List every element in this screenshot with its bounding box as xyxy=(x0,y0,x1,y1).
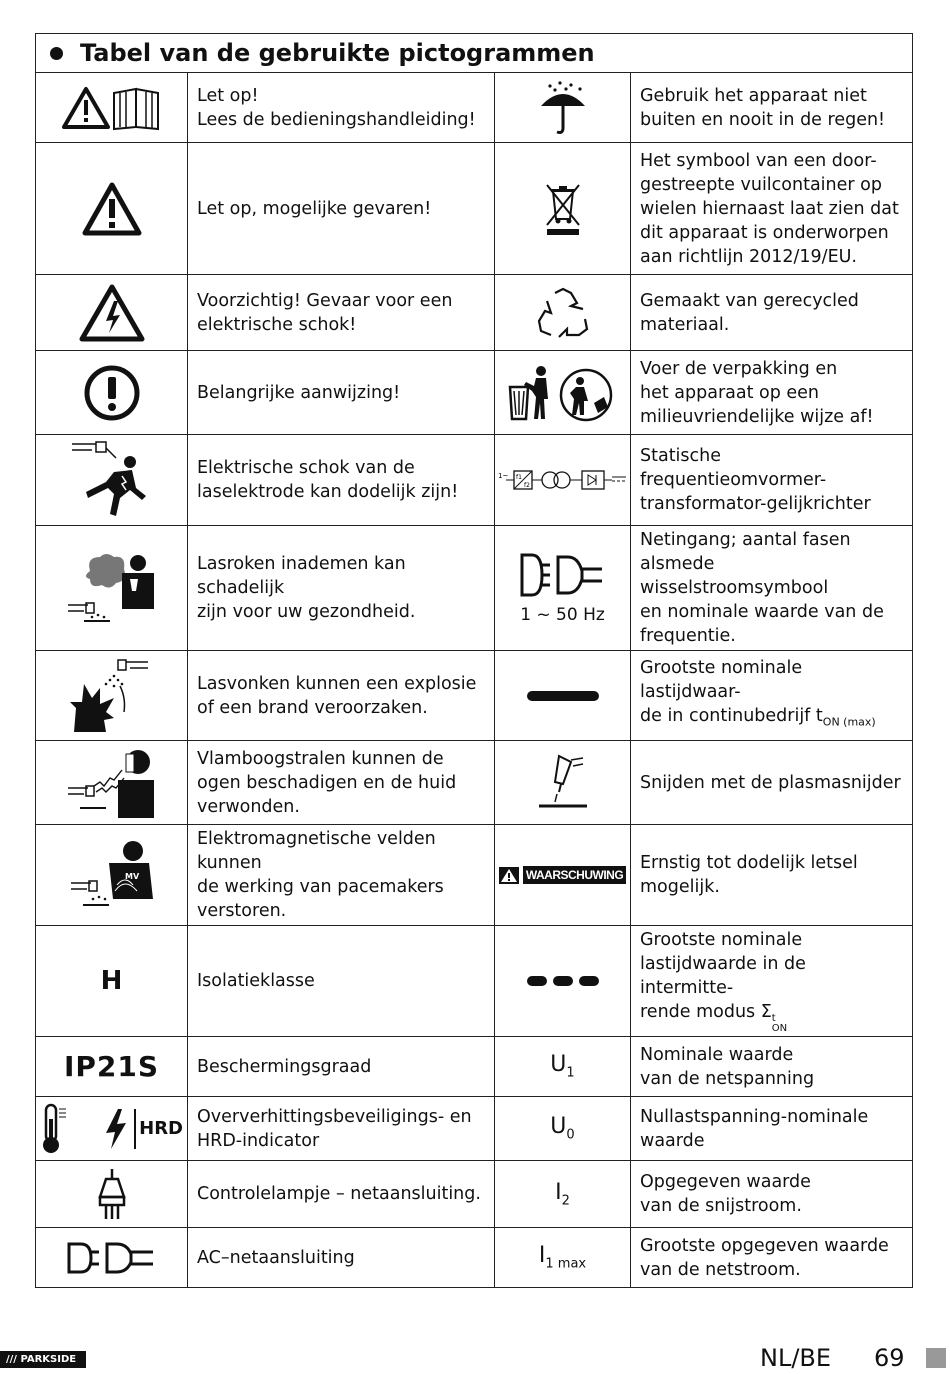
disposal-recycle-icon xyxy=(495,351,631,435)
table-row xyxy=(36,741,913,825)
u0-symbol: $U_0$ xyxy=(495,1097,631,1161)
row-6-left-text: Lasvonken kunnen een explosie of een brand veroorzaken. xyxy=(188,651,495,741)
row-4-right-text: Statische frequentieomvormer- transformator-gelijkrichter xyxy=(631,435,913,526)
warning-triangle-icon xyxy=(36,143,188,275)
row-9-subscript: ON xyxy=(771,1023,788,1034)
page-marker xyxy=(926,1348,946,1368)
brand-logo: /// PARKSIDE xyxy=(0,1351,86,1368)
table-row xyxy=(36,351,913,435)
welding-sparks-explosion-icon xyxy=(36,651,188,741)
row-7-left-text: Vlamboogstralen kunnen de ogen beschadigen en de huid verwonden. xyxy=(188,741,495,825)
row-2-left-text: Voorzichtig! Gevaar voor een elektrische schok! xyxy=(188,275,495,351)
ac-plug-icon xyxy=(36,1228,188,1288)
row-9-superscript: t xyxy=(771,1013,776,1024)
table-row xyxy=(36,825,913,926)
welding-fumes-icon xyxy=(36,526,188,651)
warning-label: WAARSCHUWING xyxy=(523,866,626,884)
table-title: Tabel van de gebruikte pictogrammen xyxy=(80,39,595,67)
row-13-right-text: Grootste opgegeven waarde van de netstroom. xyxy=(631,1228,913,1288)
row-11-right-text: Nullastspanning-nominale waarde xyxy=(631,1097,913,1161)
frequency-converter-icon xyxy=(495,435,631,526)
row-3-left-text: Belangrijke aanwijzing! xyxy=(188,351,495,435)
row-12-left-text: Controlelampje – netaansluiting. xyxy=(188,1161,495,1228)
language-code: NL/BE xyxy=(760,1344,832,1372)
row-0-right-text: Gebruik het apparaat niet buiten en nooit in de regen! xyxy=(631,73,913,143)
table-row xyxy=(36,275,913,351)
bullet-icon xyxy=(50,47,63,60)
svg-text:1~: 1~ xyxy=(497,472,508,480)
plasma-cutter-icon xyxy=(495,741,631,825)
electrode-shock-icon xyxy=(36,435,188,526)
dashed-line-icon xyxy=(495,926,631,1037)
row-5-right-text: Netingang; aantal fasen alsmede wisselstroomsymbool en nominale waarde van de frequentie. xyxy=(631,526,913,651)
insulation-class-symbol: H xyxy=(36,926,188,1037)
lightning-icon xyxy=(102,1107,130,1151)
electromagnetic-field-icon xyxy=(36,825,188,926)
crossed-bin-icon xyxy=(495,143,631,275)
mains-plug-icon xyxy=(495,526,631,651)
row-9-left-text: Isolatieklasse xyxy=(188,926,495,1037)
row-4-left-text: Elektrische schok van de laselektrode kan dodelijk zijn! xyxy=(188,435,495,526)
svg-text:MV: MV xyxy=(124,872,139,881)
table-title-cell xyxy=(36,34,913,73)
row-7-right-text: Snijden met de plasmasnijder xyxy=(631,741,913,825)
row-8-left-text: Elektromagnetische velden kunnen de werking van pacemakers verstoren. xyxy=(188,825,495,926)
table-row xyxy=(36,143,913,275)
continuous-line-icon xyxy=(495,651,631,741)
table-row xyxy=(36,1097,913,1161)
row-12-right-text: Opgegeven waarde van de snijstroom. xyxy=(631,1161,913,1228)
row-11-left-text: Oververhittingsbeveiligings- en HRD-indicator xyxy=(188,1097,495,1161)
table-row xyxy=(36,926,913,1037)
table-row xyxy=(36,435,913,526)
table-row xyxy=(36,1161,913,1228)
hrd-label: HRD xyxy=(134,1109,183,1149)
u1-symbol: $U_1$ xyxy=(495,1037,631,1097)
arc-rays-icon xyxy=(36,741,188,825)
warning-triangle-small-icon xyxy=(499,867,519,884)
table-row xyxy=(36,1037,913,1097)
row-8-right-text: Ernstig tot dodelijk letsel mogelijk. xyxy=(631,825,913,926)
row-3-right-text: Voer de verpakking en het apparaat op een milieuvriendelijke wijze af! xyxy=(631,351,913,435)
indicator-lamp-icon xyxy=(36,1161,188,1228)
row-10-right-text: Nominale waarde van de netspanning xyxy=(631,1037,913,1097)
exclamation-circle-icon xyxy=(36,351,188,435)
pictogram-table xyxy=(35,33,913,1288)
row-6-subscript: ON (max) xyxy=(822,715,876,729)
table-row xyxy=(36,73,913,143)
umbrella-rain-icon xyxy=(495,73,631,143)
row-10-left-text: Beschermingsgraad xyxy=(188,1037,495,1097)
row-9-right-text: Grootste nominale lastijdwaarde in de intermitte- rende modus Σ t ON xyxy=(631,926,913,1037)
warning-label-icon xyxy=(495,825,631,926)
row-6-right-text: Grootste nominale lastijdwaar- de in continubedrijf $t_{ON (max)}$ xyxy=(631,651,913,741)
table-row xyxy=(36,526,913,651)
row-1-right-text: Het symbool van een door- gestreepte vuilcontainer op wielen hiernaast laat zien dat dit apparaat is onderworpen aan richtlijn 2012/19/EU. xyxy=(631,143,913,275)
svg-text:f2: f2 xyxy=(523,482,530,489)
thermometer-hrd-icon xyxy=(36,1097,188,1161)
page-number: 69 xyxy=(874,1344,905,1372)
table-row xyxy=(36,651,913,741)
warning-book-icon xyxy=(36,73,188,143)
i2-symbol: $I_2$ xyxy=(495,1161,631,1228)
recycle-icon xyxy=(495,275,631,351)
frequency-caption: 1 ~ 50 Hz xyxy=(520,605,605,625)
row-1-left-text: Let op, mogelijke gevaren! xyxy=(188,143,495,275)
i1max-symbol: $I_{1 max}$ xyxy=(495,1228,631,1288)
table-row xyxy=(36,1228,913,1288)
row-2-right-text: Gemaakt van gerecycled materiaal. xyxy=(631,275,913,351)
electric-shock-triangle-icon xyxy=(36,275,188,351)
row-5-left-text: Lasroken inademen kan schadelijk zijn voor uw gezondheid. xyxy=(188,526,495,651)
thermometer-icon xyxy=(40,1103,70,1155)
pictogram-table-sheet xyxy=(35,33,912,1288)
svg-text:f1: f1 xyxy=(515,474,522,481)
protection-rating-symbol: IP21S xyxy=(36,1037,188,1097)
row-13-left-text: AC–netaansluiting xyxy=(188,1228,495,1288)
row-0-left-text: Let op! Lees de bedieningshandleiding! xyxy=(188,73,495,143)
